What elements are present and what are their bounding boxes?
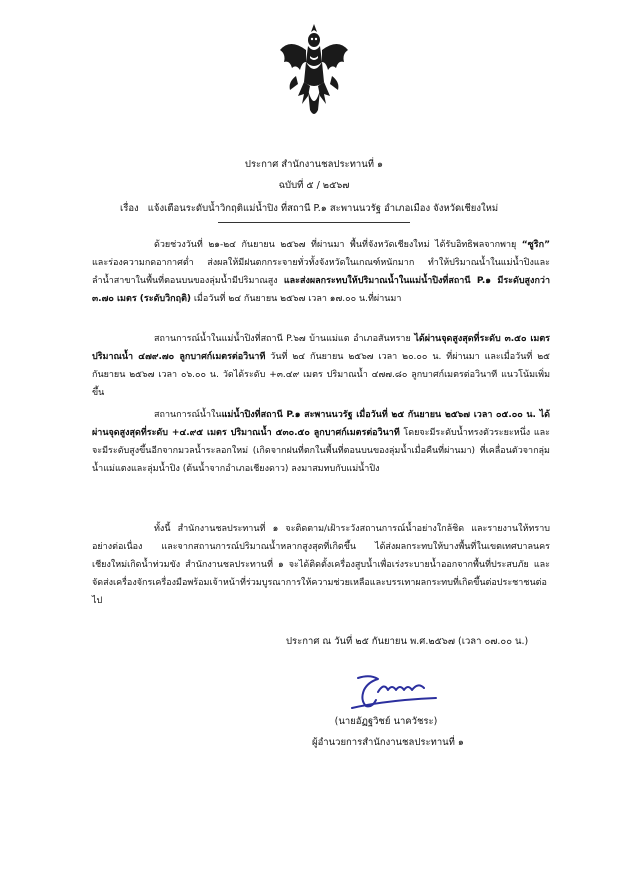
p4-text: ทั้งนี้ สำนักงานชลประทานที่ ๑ จะติดตาม/เฝ้าระวังสถานการณ์น้ำอย่างใกล้ชิด และรายงานให้ทราบอย่างต่อเนื่อง และจากสถานการณ์ปริมาณน้ำหลากสูงสุดที่เกิดขึ้น ได้ส่งผลกระทบให้บางพื้นที่ในเขตเทศบาลนครเชียงใหม่เกิดน้ำท่วมขัง สำนักงานชลประทานที่ ๑ จะได้ติดตั้งเครื่องสูบน้ำเพื่อเร่งระบายน้ำออกจากพื้นที่ประสบภัย และจัดส่งเครื่องจักรเครื่องมือพร้อมเจ้าหน้าที่ร่วมบูรณาการให้ความช่วยเหลือและบรรเทาผลกระทบที่เกิดขึ้นต่อประชาชนต่อไป — [92, 524, 550, 606]
p1-text-c: และร่องความกดอากาศต่ำ ส่งผลให้มีฝนตกกระจายทั่วทั้งจังหวัดในเกณฑ์หนักมาก ทำให้ปริมาณน้ำในแม่น้ำปิงและลำน้ำสาขาในพื้นที่ตอนบนของลุ่มน้ำมีปริมาณสูง — [92, 258, 550, 286]
p1-text-a: ด้วยช่วงวันที่ ๒๑-๒๔ กันยายน ๒๕๖๗ ที่ผ่านมา พื้นที่จังหวัดเชียงใหม่ ได้รับอิทธิพลจากพายุ — [154, 240, 522, 250]
p1-storm-name: “ซูริก” — [521, 240, 550, 250]
paragraph-1 — [92, 236, 550, 308]
p1-critical-level: และส่งผลกระทบให้ปริมาณน้ำในแม่น้ำปิงที่สถานี P.๑ มีระดับสูงกว่า ๓.๗๐ เมตร (ระดับวิกฤติ) — [92, 276, 550, 304]
p3-text-a: สถานการณ์น้ำใน — [154, 410, 222, 420]
signature-mark — [348, 670, 440, 712]
p2-peak-level: ได้ผ่านจุดสูงสุดที่ระดับ ๓.๕๐ เมตร ปริมาณน้ำ ๔๗๙.๗๐ ลูกบาศก์เมตรต่อวินาที — [92, 334, 551, 362]
signer-name: (นายอัฏฐวิชย์ นาควัชระ) — [334, 716, 438, 727]
garuda-emblem-icon — [276, 20, 352, 120]
subject-text: แจ้งเตือนระดับน้ำวิกฤติแม่น้ำปิง ที่สถานี P.๑ สะพานนวรัฐ อำเภอเมือง จังหวัดเชียงใหม่ — [147, 203, 499, 214]
subject-line — [120, 201, 498, 216]
announcement-number: ฉบับที่ ๕ / ๒๕๖๗ — [278, 180, 350, 191]
p3-station-peak: แม่น้ำปิงที่สถานี P.๑ สะพานนวรัฐ เมื่อวันที่ ๒๕ กันยายน ๒๕๖๗ เวลา ๐๕.๐๐ น. ได้ผ่านจุดสูงสุดที่ระดับ +๔.๙๕ เมตร ปริมาณน้ำ ๕๓๐.๕๐ ลูกบาศก์เมตรต่อวินาที — [92, 410, 550, 438]
p2-text-c: วันที่ ๒๔ กันยายน ๒๕๖๗ เวลา ๒๐.๐๐ น. ที่ผ่านมา และเมื่อวันที่ ๒๕ กันยายน ๒๕๖๗ เวลา ๐๖.๐๐ น. วัดได้ระดับ +๓.๔๙ เมตร ปริมาณน้ำ ๔๗๗.๘๐ ลูกบาศก์เมตรต่อวินาที แนวโน้มเพิ่มขึ้น — [92, 352, 550, 398]
paragraph-3 — [92, 406, 550, 478]
announcement-agency-line: ประกาศ สำนักงานชลประทานที่ ๑ — [244, 159, 384, 170]
p3-text-c: โดยจะมีระดับน้ำทรงตัวระยะหนึ่ง และจะมีระดับสูงขึ้นอีกจากมวลน้ำระลอกใหม่ (เกิดจากฝนที่ตกในพื้นที่ตอนบนของลุ่มน้ำเมื่อคืนที่ผ่านมา) ที่เคลื่อนตัวจากลุ่มน้ำแม่แตงและลุ่มน้ำปิง (ต้นน้ำจากอำเภอเชียงดาว) ลงมาสมทบกับแม่น้ำปิง — [92, 428, 550, 474]
p2-text-a: สถานการณ์น้ำในแม่น้ำปิงที่สถานี P.๖๗ บ้านแม่แต อำเภอสันทราย — [154, 334, 415, 344]
announcement-date: ประกาศ ณ วันที่ ๒๕ กันยายน พ.ศ.๒๕๖๗ (เวลา ๐๗.๐๐ น.) — [286, 636, 529, 647]
header-divider — [218, 222, 410, 223]
paragraph-4 — [92, 520, 550, 610]
subject-label: เรื่อง — [120, 203, 139, 214]
paragraph-2 — [92, 330, 550, 402]
signer-title: ผู้อำนวยการสำนักงานชลประทานที่ ๑ — [312, 737, 464, 748]
p1-text-e: เมื่อวันที่ ๒๔ กันยายน ๒๕๖๗ เวลา ๑๗.๐๐ น.ที่ผ่านมา — [191, 294, 402, 304]
